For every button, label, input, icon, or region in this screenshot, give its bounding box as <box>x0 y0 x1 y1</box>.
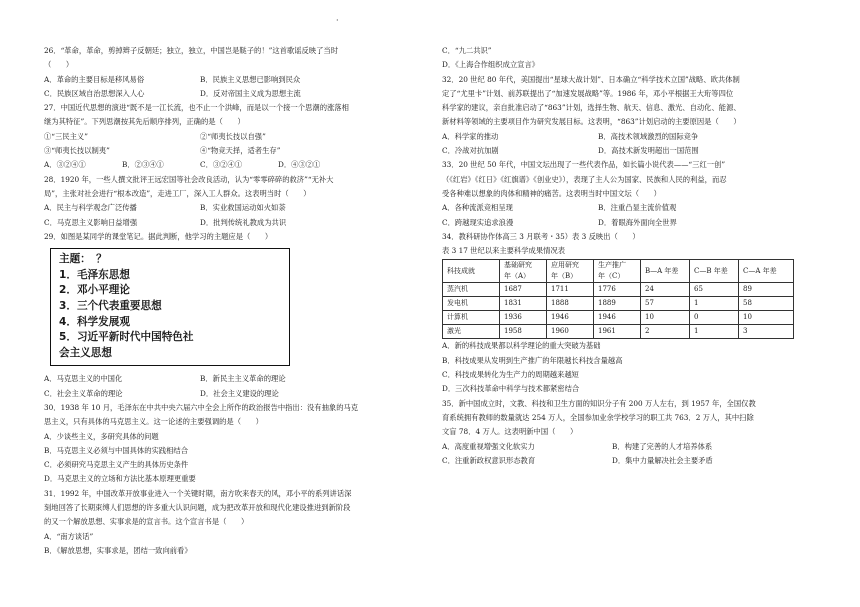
table-header-cell: C—B 年差 <box>690 260 739 283</box>
table-cell: 发电机 <box>443 297 500 311</box>
q35-option-c[interactable]: C．注重新政权意识形态教育 <box>442 455 536 465</box>
table-cell: 1946 <box>594 311 641 325</box>
table-cell: 10 <box>641 311 690 325</box>
q27-option-d[interactable]: D．④③②① <box>278 160 321 170</box>
q28-option-c[interactable]: C．马克思主义影响日益增强 <box>44 217 138 227</box>
q32-option-b[interactable]: B．高技术领域激烈的国际竞争 <box>598 131 699 141</box>
table-cell: 1687 <box>500 283 547 297</box>
q35-stem-line-3: 文盲 78．4 万人。这表明新中国（ ） <box>442 427 578 437</box>
header-mark: · <box>336 16 339 25</box>
table-header-cell: 基础研究 年（A） <box>500 260 547 283</box>
q29-option-a[interactable]: A．马克思主义的中国化 <box>44 374 123 384</box>
q33-option-c[interactable]: C．跨越现实追求浪漫 <box>442 217 514 227</box>
notes-item-5-cont: 会主义思想 <box>59 346 112 359</box>
q31-option-c[interactable]: C．“九二共识” <box>442 46 492 55</box>
table-cell: 1946 <box>547 311 594 325</box>
q35-stem-line-1: 35．新中国成立时，文教、科技和卫生方面的知识分子有 200 万人左右，到 1957 年，全国仅教 <box>442 398 756 408</box>
q31-stem-line-1: 31．1992 年，中国改革开放事业进入一个关键时期，南方吹来春天的风，邓小平的系列讲话深 <box>44 488 352 498</box>
q30-option-b[interactable]: B．马克思主义必须与中国具体的实践相结合 <box>44 445 189 455</box>
table-cell: 1961 <box>594 325 641 339</box>
q32-option-a[interactable]: A．科学家的推动 <box>442 131 499 141</box>
q28-option-a[interactable]: A．民主与科学观念广泛传播 <box>44 203 137 213</box>
table-cell: 3 <box>739 325 794 339</box>
table-row <box>443 283 794 297</box>
table-cell: 1888 <box>547 297 594 311</box>
table-cell: 58 <box>739 297 794 311</box>
table-header-cell: 科技成就 <box>443 260 500 283</box>
q31-option-d[interactable]: D．《上海合作组织成立宣言》 <box>442 60 540 70</box>
table-cell: 0 <box>690 311 739 325</box>
table-row <box>443 311 794 325</box>
q33-stem-line-1: 33．20 世纪 50 年代，中国文坛出现了一些代表作品，如长篇小说代表——“三红一创” <box>442 160 726 170</box>
table-cell: 1831 <box>500 297 547 311</box>
q32-option-d[interactable]: D．高技术新发明超出一国范围 <box>598 146 699 156</box>
table-cell: 1958 <box>500 325 547 339</box>
q35-option-d[interactable]: D．集中力量解决社会主要矛盾 <box>612 455 713 465</box>
table-cell: 1 <box>690 325 739 339</box>
q28-option-b[interactable]: B．实业救国运动如火如荼 <box>200 203 286 213</box>
table-cell: 1776 <box>594 283 641 297</box>
q27-option-c[interactable]: C．③②④① <box>200 160 243 170</box>
table-row <box>443 297 794 311</box>
table-cell: 1711 <box>547 283 594 297</box>
q27-item-2: ②“师夷长技以自强” <box>200 131 266 141</box>
q26-option-c[interactable]: C．民族区域自治思想深入人心 <box>44 88 145 98</box>
notes-item-1: 1．毛泽东思想 <box>59 268 130 281</box>
q31-stem-line-3: 的又一个解放思想、实事求是的宣言书。这个宣言书是（ ） <box>44 517 249 527</box>
q34-option-a[interactable]: A．新的科技成果都以科学理论的重大突破为基础 <box>442 341 601 351</box>
q26-stem-line-2: （ ） <box>44 60 74 70</box>
notes-item-2: 2．邓小平理论 <box>59 284 130 297</box>
q33-option-d[interactable]: D．着眼海外面向全世界 <box>598 217 677 227</box>
q30-stem-line-1: 30．1938 年 10 月，毛泽东在中共中央六届六中全会上所作的政治报告中指出：没有抽象的马克 <box>44 402 359 412</box>
q34-option-d[interactable]: D．三次科技革命中科学与技术都紧密结合 <box>442 384 580 394</box>
q33-option-a[interactable]: A．各种流派竞相呈现 <box>442 203 513 213</box>
table-cell: 1 <box>690 297 739 311</box>
right-column <box>442 44 832 468</box>
q32-stem-line-3: 科学家的建议，亲自批准启动了“863”计划，选择生物、航天、信息、激光、自动化、能源、 <box>442 103 741 113</box>
q27-item-1: ①“三民主义” <box>44 131 88 141</box>
table-row <box>443 325 794 339</box>
q31-option-a[interactable]: A．“南方谈话” <box>44 531 94 541</box>
q27-stem-line-1: 27．中国近代思想的演进“既不是一江长流，也不止一个洪峰，而是以一个接一个思潮的涨落相 <box>44 103 349 113</box>
table-header-row <box>443 260 794 283</box>
q32-option-c[interactable]: C．冷战对抗加剧 <box>442 146 499 156</box>
q26-option-b[interactable]: B．民族主义思想已影响到民众 <box>200 74 301 84</box>
table-cell: 1936 <box>500 311 547 325</box>
table-cell: 1889 <box>594 297 641 311</box>
q29-option-c[interactable]: C．社会主义革命的理论 <box>44 388 123 398</box>
q32-stem-line-4: 新材料等领域的主要项目作为研究发展目标。这表明，“863”计划启动的主要原因是（ ） <box>442 117 741 127</box>
table-cell: 1960 <box>547 325 594 339</box>
q34-option-c[interactable]: C．科技成果转化为生产力的周期越来越短 <box>442 370 579 380</box>
q32-stem-line-1: 32．20 世纪 80 年代，美国提出“星球大战计划”、日本确立“科学技术立国”战略、欧共体制 <box>442 74 740 84</box>
table-cell: 激光 <box>443 325 500 339</box>
science-achievements-table <box>442 259 794 339</box>
table-caption: 表 3 17 世纪以来主要科学成果情况表 <box>442 246 566 256</box>
q33-stem-line-2: （《红岩》《红日》《红旗谱》《创业史》），表现了主人公为国家、民族和人民的利益，而忍 <box>442 174 727 184</box>
q33-stem-line-3: 受各种难以想象的肉体和精神的痛苦。这表明当时中国文坛（ ） <box>442 188 661 198</box>
q26-stem-line-1: 26．“革命，革命，剪掉辫子反朝廷；独立，独立，中国岂是鞑子的！”这首歌谣反映了当时 <box>44 46 339 55</box>
q27-stem-line-2: 继为其特征”。下列思潮按其先后顺序排列，正确的是（ ） <box>44 117 245 127</box>
q26-option-d[interactable]: D．反对帝国主义成为思想主流 <box>200 88 301 98</box>
class-notes-box <box>50 248 290 366</box>
table-cell: 2 <box>641 325 690 339</box>
notes-topic-line: 主题： ？ <box>59 253 118 266</box>
notes-item-3: 3．三个代表重要思想 <box>59 299 162 312</box>
q28-option-d[interactable]: D．批判传统礼教成为共识 <box>200 217 287 227</box>
q30-option-a[interactable]: A．少谈些主义，多研究具体的问题 <box>44 431 159 441</box>
q30-stem-line-2: 思主义，只有具体的马克思主义。这一论述的主要强调的是（ ） <box>44 417 263 427</box>
table-cell: 57 <box>641 297 690 311</box>
q34-option-b[interactable]: B．科技成果从发明到生产推广的年限越长科技含量越高 <box>442 355 623 365</box>
table-cell: 65 <box>690 283 739 297</box>
q34-stem: 34．教科研协作体高三 3 月联考・35）表 3 反映出（ ） <box>442 231 640 241</box>
table-cell: 89 <box>739 283 794 297</box>
q33-option-b[interactable]: B．注重凸显主流价值观 <box>598 203 677 213</box>
q32-stem-line-2: 定了“尤里卡”计划、前苏联提出了“加速发展战略”等。1986 年，邓小平根据王大珩等四位 <box>442 88 734 98</box>
q30-option-c[interactable]: C．必须研究马克思主义产生的具体历史条件 <box>44 460 189 470</box>
q35-option-b[interactable]: B．构建了完善的人才培养体系 <box>612 441 713 451</box>
table-cell: 计算机 <box>443 311 500 325</box>
table-cell: 蒸汽机 <box>443 283 500 297</box>
q27-option-b[interactable]: B．②③④① <box>122 160 164 170</box>
left-column <box>44 44 436 558</box>
table-cell: 24 <box>641 283 690 297</box>
q28-stem-line-2: 局”，主张对社会进行“根本改造”，走进工厂，深入工人群众。这表明当时（ ） <box>44 188 311 198</box>
q27-option-a[interactable]: A．③②④① <box>44 160 86 170</box>
q26-option-a[interactable]: A．革命的主要目标是移风易俗 <box>44 74 145 84</box>
table-header-cell: B—A 年差 <box>641 260 690 283</box>
table-header-cell: C—A 年差 <box>739 260 794 283</box>
table-cell: 10 <box>739 311 794 325</box>
table-header-cell: 应用研究 年（B） <box>547 260 594 283</box>
q29-option-b[interactable]: B．新民主主义革命的理论 <box>200 374 286 384</box>
q35-stem-line-2: 育系统拥有教师的数量就达 254 万人，全国参加业余学校学习的职工共 763．2 万人，其中扫除 <box>442 412 754 422</box>
table-header-cell: 生产推广 年（C） <box>594 260 641 283</box>
q28-stem-line-1: 28．1920 年，一些人撰文批评王远宏国等社会改良活动，认为“零零碎碎的救济”“无补大 <box>44 174 334 184</box>
notes-item-5: 5．习近平新时代中国特色社 <box>59 331 194 344</box>
q31-option-b[interactable]: B．《解放思想，实事求是，团结一致向前看》 <box>44 545 192 555</box>
notes-item-4: 4．科学发展观 <box>59 315 130 328</box>
q29-stem: 29．如图是某同学的课堂笔记。据此判断，他学习的主题应是（ ） <box>44 231 273 241</box>
q29-option-d[interactable]: D．社会主义建设的理论 <box>200 388 279 398</box>
q27-item-3: ③“师夷长技以制夷” <box>44 146 110 156</box>
q35-option-a[interactable]: A．高度重视增强文化软实力 <box>442 441 535 451</box>
q31-stem-line-2: 刻地回答了长期束缚人们思想的许多重大认识问题，成为把改革开放和现代化建设推进到新阶段 <box>44 502 351 512</box>
q30-option-d[interactable]: D．马克思主义的立场和方法比基本原理更重要 <box>44 474 196 484</box>
q27-item-4: ④“物竞天择，适者生存” <box>200 146 281 156</box>
